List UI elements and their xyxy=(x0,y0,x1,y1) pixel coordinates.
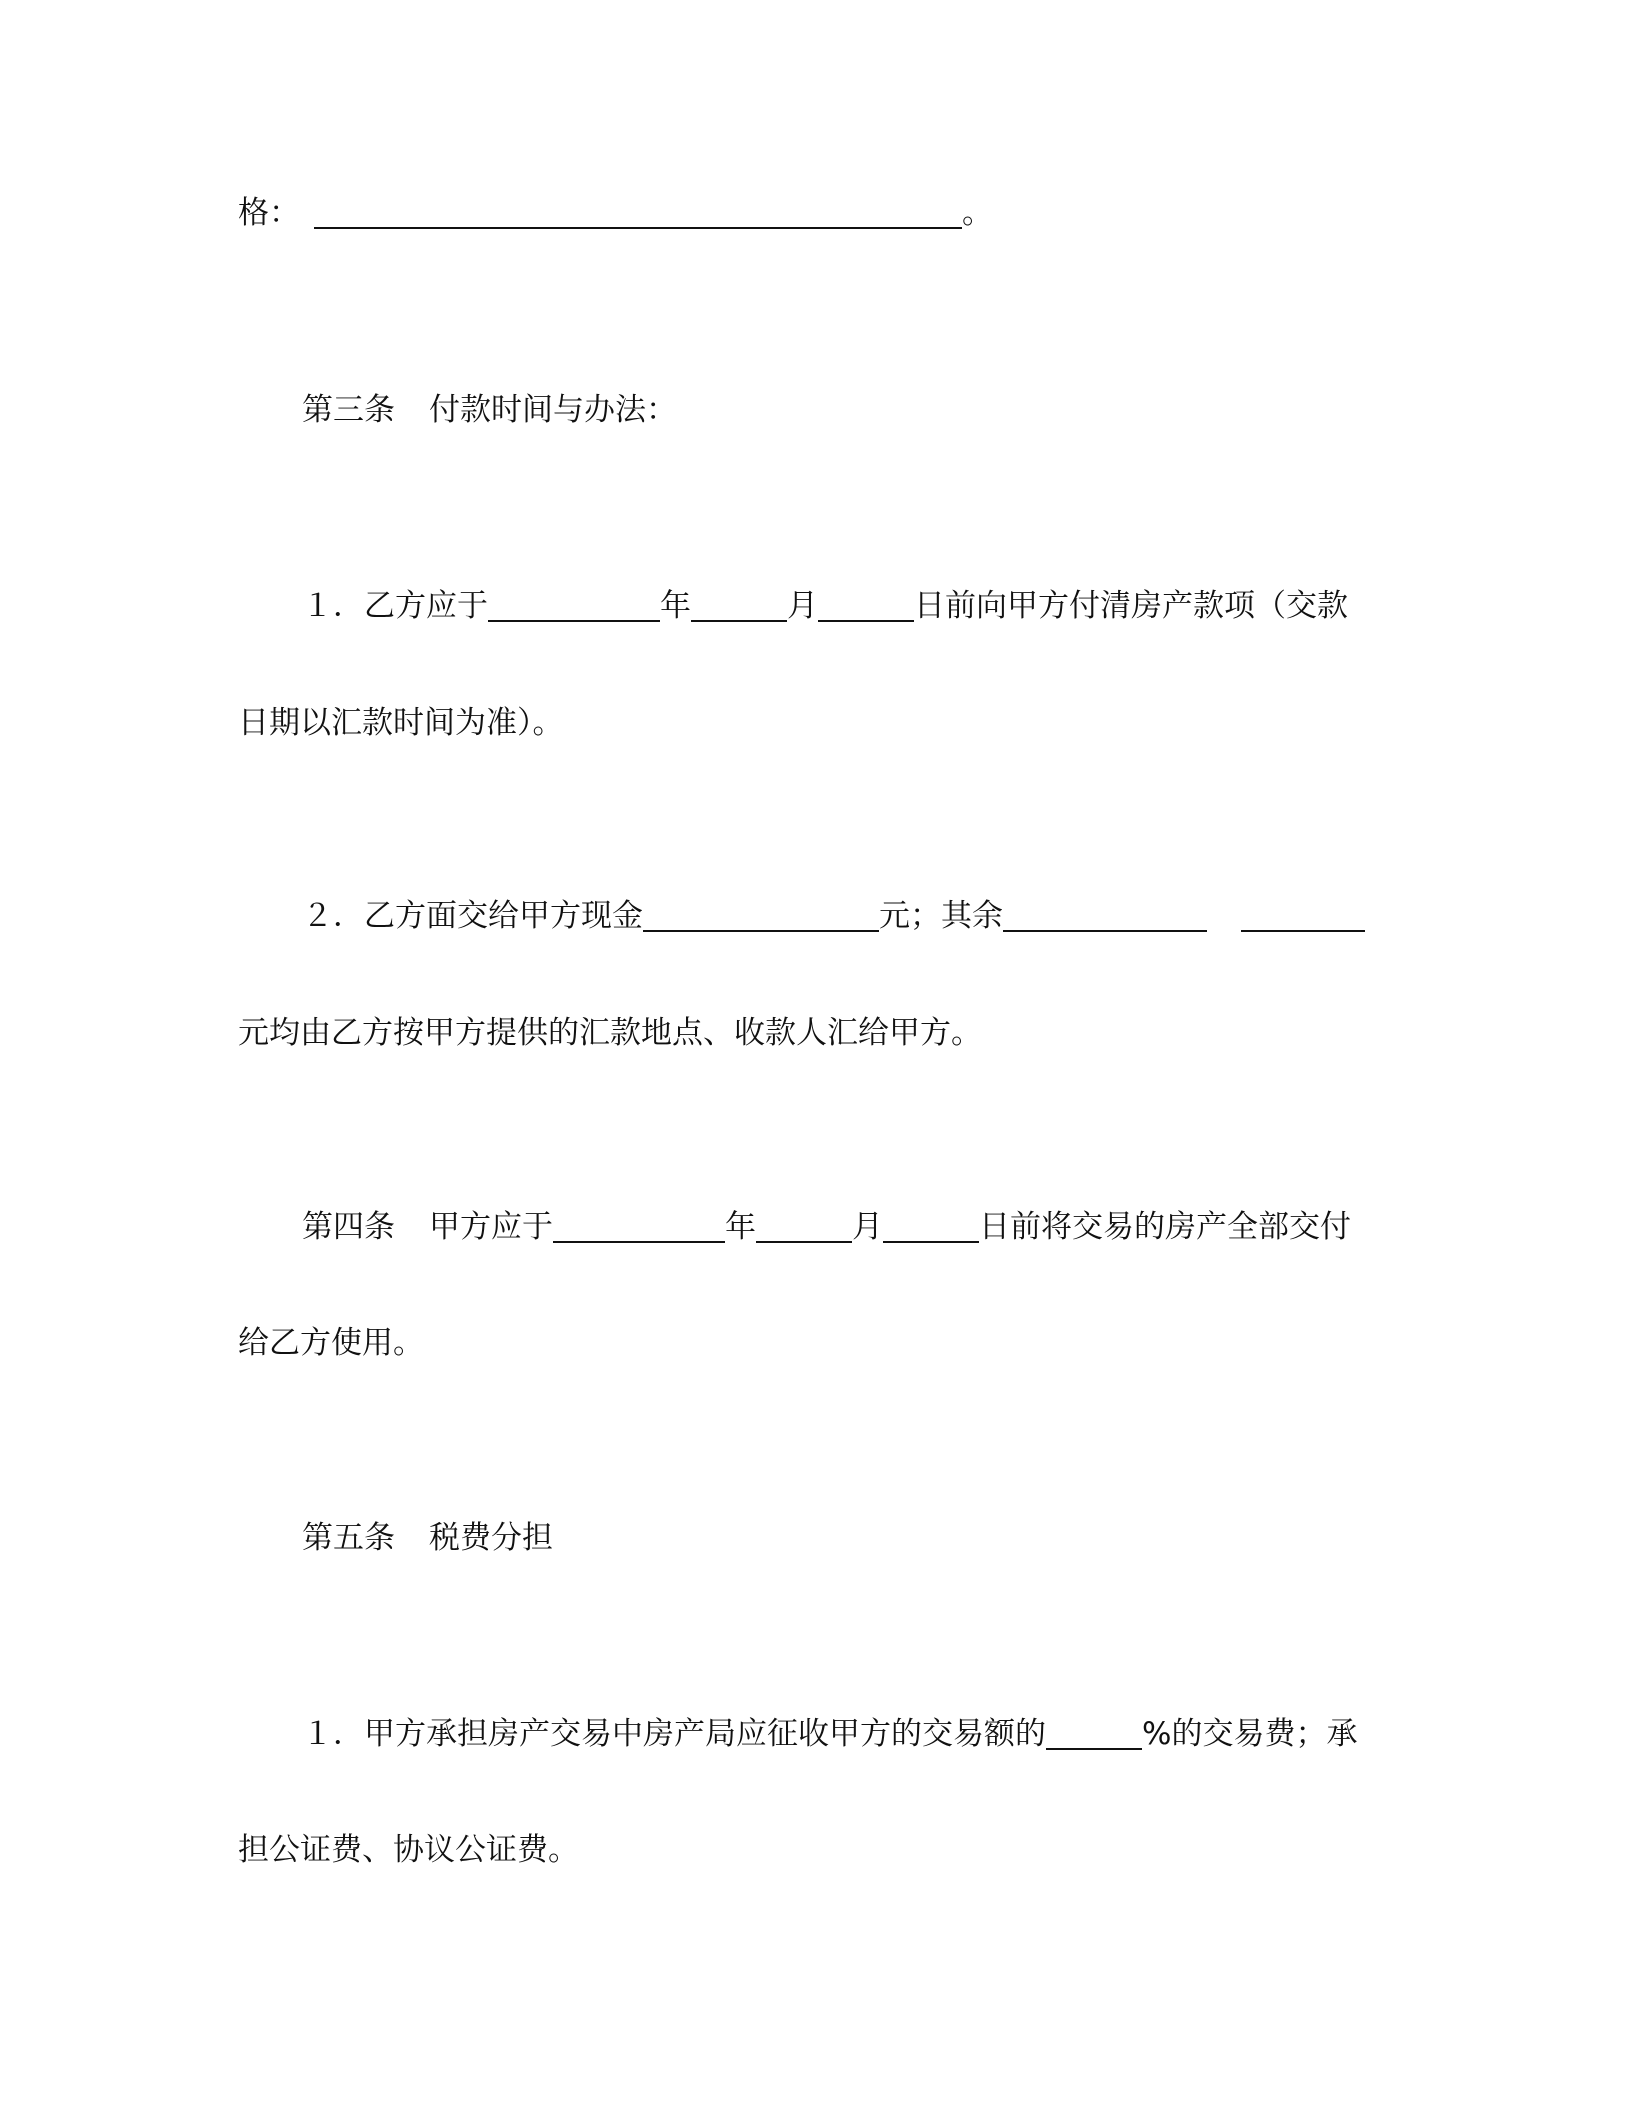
remainder-blank-2 xyxy=(1241,900,1365,932)
article-3-heading xyxy=(302,390,677,430)
year-label: 年 xyxy=(725,1209,756,1245)
item-number: ２． xyxy=(302,898,364,934)
month-label: 月 xyxy=(852,1209,883,1245)
item-text: 乙方应于 xyxy=(364,588,488,624)
article-4-continued xyxy=(238,1323,424,1363)
item-text: 担公证费、协议公证费。 xyxy=(238,1832,579,1868)
article-3-item-1 xyxy=(302,586,1348,626)
month-blank xyxy=(691,590,787,622)
article-3-item-2-continued xyxy=(238,1013,982,1053)
year-blank xyxy=(553,1211,725,1243)
item-number: １． xyxy=(302,588,364,624)
article-5-number: 第五条 xyxy=(302,1520,395,1556)
price-label: 格： xyxy=(238,195,300,231)
year-label: 年 xyxy=(660,588,691,624)
percent-blank xyxy=(1046,1718,1142,1750)
month-label: 月 xyxy=(787,588,818,624)
article-text: 甲方应于 xyxy=(429,1209,553,1245)
remainder-blank xyxy=(1003,900,1207,932)
article-4-number: 第四条 xyxy=(302,1209,395,1245)
price-line xyxy=(238,193,993,233)
item-text-cont: 元；其余 xyxy=(879,898,1003,934)
article-5-title: 税费分担 xyxy=(429,1520,553,1556)
item-text: 日期以汇款时间为准）。 xyxy=(238,705,564,741)
article-3-item-1-continued xyxy=(238,703,564,743)
cash-amount-blank xyxy=(643,900,879,932)
article-3-item-2 xyxy=(302,896,1365,936)
article-text-cont: 日前将交易的房产全部交付 xyxy=(979,1209,1351,1245)
month-blank xyxy=(756,1211,852,1243)
article-5-item-1 xyxy=(302,1714,1357,1754)
item-text: 乙方面交给甲方现金 xyxy=(364,898,643,934)
price-suffix: 。 xyxy=(962,195,993,231)
day-blank xyxy=(883,1211,979,1243)
item-number: １． xyxy=(302,1716,364,1752)
year-blank xyxy=(488,590,660,622)
item-text: 甲方承担房产交易中房产局应征收甲方的交易额的 xyxy=(364,1716,1046,1752)
article-5-item-1-continued xyxy=(238,1830,579,1870)
day-blank xyxy=(818,590,914,622)
article-3-title: 付款时间与办法： xyxy=(429,392,677,428)
article-5-heading xyxy=(302,1518,553,1558)
article-text: 给乙方使用。 xyxy=(238,1325,424,1361)
item-text: 元均由乙方按甲方提供的汇款地点、收款人汇给甲方。 xyxy=(238,1015,982,1051)
item-text-cont: %的交易费；承 xyxy=(1142,1716,1358,1752)
article-4 xyxy=(302,1207,1351,1247)
item-text-cont: 日前向甲方付清房产款项（交款 xyxy=(914,588,1348,624)
price-blank xyxy=(314,197,962,229)
article-3-number: 第三条 xyxy=(302,392,395,428)
